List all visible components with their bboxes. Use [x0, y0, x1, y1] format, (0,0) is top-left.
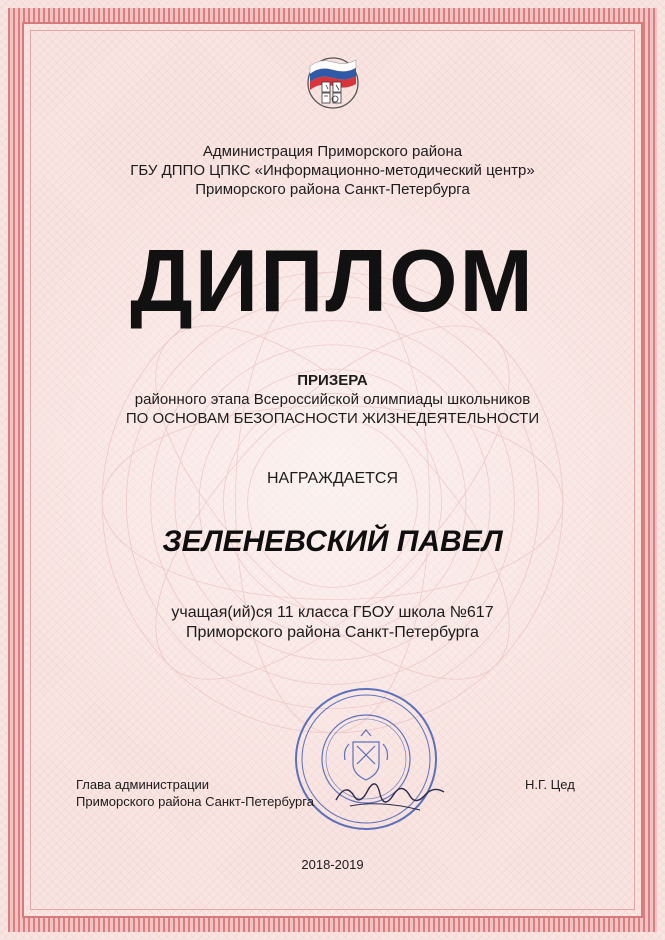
signer-title-line-2: Приморского района Санкт-Петербурга — [76, 794, 314, 809]
signer-title-line-1: Глава администрации — [76, 777, 210, 792]
awarded-label: НАГРАЖДАЕТСЯ — [267, 470, 398, 487]
recipient-name: ЗЕЛЕНЕВСКИЙ ПАВЕЛ — [162, 525, 503, 558]
subtitle-line-3: ПО ОСНОВАМ БЕЗОПАСНОСТИ ЖИЗНЕДЕЯТЕЛЬНОСТИ — [125, 410, 540, 427]
subtitle-line-2: районного этапа Всероссийской олимпиады школьников — [134, 391, 531, 408]
signer-title — [76, 776, 314, 810]
subtitle-line-1: ПРИЗЕРА — [297, 372, 368, 389]
organization-line-3: Приморского района Санкт-Петербурга — [195, 181, 470, 198]
signature — [330, 770, 450, 818]
guilloche-watermark — [90, 260, 575, 745]
organization-header — [0, 142, 665, 199]
school-line-2: Приморского района Санкт-Петербурга — [186, 624, 479, 641]
school-info — [0, 603, 665, 643]
diploma-title: ДИПЛОМ — [130, 231, 535, 330]
olympiad-logo-icon — [300, 48, 366, 114]
organization-line-2: ГБУ ДППО ЦПКС «Информационно-методический центр» — [130, 162, 535, 179]
school-line-1: учащая(ий)ся 11 класса ГБОУ школа №617 — [171, 604, 494, 621]
signer-name: Н.Г. Цед — [525, 777, 575, 792]
academic-year: 2018-2019 — [301, 857, 364, 872]
organization-line-1: Администрация Приморского района — [202, 143, 463, 160]
diploma-subtitle — [0, 371, 665, 428]
